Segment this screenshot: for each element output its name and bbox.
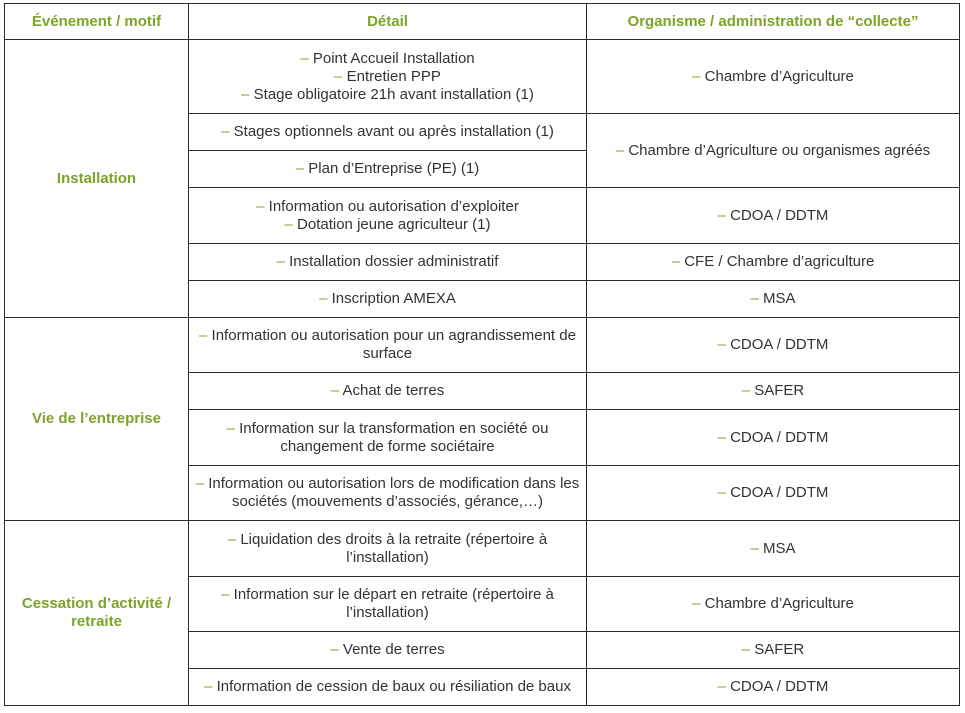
detail-cell: – Information sur le départ en retraite (répertoire à l’installation) xyxy=(189,577,587,632)
detail-line: – Stage obligatoire 21h avant installation (1) xyxy=(241,85,534,103)
dash-bullet: – xyxy=(750,290,759,307)
dash-bullet: – xyxy=(330,641,339,658)
dash-bullet: – xyxy=(717,206,726,224)
dash-bullet: – xyxy=(741,641,751,658)
dash-bullet: – xyxy=(671,253,681,270)
dash-bullet: – xyxy=(295,160,305,177)
dash-bullet: – xyxy=(692,67,701,85)
organisme-cell: – CDOA / DDTM xyxy=(587,466,960,521)
dash-bullet: – xyxy=(319,290,328,307)
organisme-cell: – Chambre d’Agriculture xyxy=(587,577,960,632)
detail-cell xyxy=(189,40,587,114)
detail-line: – Information ou autorisation d’exploiter xyxy=(256,197,519,215)
header-organisme: Organisme / administration de “collecte” xyxy=(587,4,960,40)
table-row xyxy=(5,40,960,114)
detail-cell: – Plan d’Entreprise (PE) (1) xyxy=(189,151,587,188)
dash-bullet: – xyxy=(284,215,293,233)
detail-cell: – Information sur la transformation en société ou changement de forme sociétaire xyxy=(189,410,587,466)
detail-cell: – Information ou autorisation pour un agrandissement de surface xyxy=(189,318,587,373)
detail-cell: – Liquidation des droits à la retraite (répertoire à l’installation) xyxy=(189,521,587,577)
dash-bullet: – xyxy=(741,382,751,399)
dash-bullet: – xyxy=(692,595,701,612)
detail-line: – Point Accueil Installation xyxy=(300,49,475,67)
organisme-cell: – CDOA / DDTM xyxy=(587,410,960,466)
dash-bullet: – xyxy=(226,419,235,437)
dash-bullet: – xyxy=(276,253,285,270)
header-row xyxy=(5,4,960,40)
dash-bullet: – xyxy=(750,539,759,557)
organisme-cell: – MSA xyxy=(587,281,960,318)
dash-bullet: – xyxy=(204,678,213,695)
dash-bullet: – xyxy=(221,123,230,140)
table-row xyxy=(5,521,960,577)
dash-bullet: – xyxy=(615,141,625,159)
organisme-cell: – MSA xyxy=(587,521,960,577)
organisme-cell: – SAFER xyxy=(587,373,960,410)
organisme-cell: – CFE / Chambre d’agriculture xyxy=(587,244,960,281)
detail-line: – Entretien PPP xyxy=(334,67,441,85)
dash-bullet: – xyxy=(717,428,726,446)
dash-bullet: – xyxy=(300,49,309,67)
dash-bullet: – xyxy=(330,382,340,399)
detail-cell: – Achat de terres xyxy=(189,373,587,410)
dash-bullet: – xyxy=(717,678,726,695)
detail-line: – Dotation jeune agriculteur (1) xyxy=(284,215,491,233)
dash-bullet: – xyxy=(256,197,265,215)
dash-bullet: – xyxy=(227,530,237,548)
dash-bullet: – xyxy=(241,85,250,103)
dash-bullet: – xyxy=(717,336,726,353)
dash-bullet: – xyxy=(221,586,230,603)
organisme-cell: – CDOA / DDTM xyxy=(587,669,960,706)
detail-cell: – Information ou autorisation lors de modification dans les sociétés (mouvements d’associés, gérance,…) xyxy=(189,466,587,521)
detail-cell: – Stages optionnels avant ou après installation (1) xyxy=(189,114,587,151)
detail-cell: – Information de cession de baux ou résiliation de baux xyxy=(189,669,587,706)
organisme-cell: – CDOA / DDTM xyxy=(587,318,960,373)
detail-cell xyxy=(189,188,587,244)
procedures-table xyxy=(4,3,960,706)
header-detail: Détail xyxy=(189,4,587,40)
dash-bullet: – xyxy=(717,484,726,501)
organisme-cell: – Chambre d’Agriculture ou organismes agréés xyxy=(587,114,960,188)
category-cessation-activite: Cessation d’activité / retraite xyxy=(5,521,189,706)
detail-cell: – Installation dossier administratif xyxy=(189,244,587,281)
category-vie-entreprise: Vie de l’entreprise xyxy=(5,318,189,521)
header-event: Événement / motif xyxy=(5,4,189,40)
category-installation: Installation xyxy=(5,40,189,318)
table-row xyxy=(5,318,960,373)
organisme-cell: – Chambre d’Agriculture xyxy=(587,40,960,114)
dash-bullet: – xyxy=(334,67,343,85)
organisme-cell: – SAFER xyxy=(587,632,960,669)
detail-cell: – Vente de terres xyxy=(189,632,587,669)
dash-bullet: – xyxy=(199,327,208,344)
detail-cell: – Inscription AMEXA xyxy=(189,281,587,318)
organisme-cell: – CDOA / DDTM xyxy=(587,188,960,244)
dash-bullet: – xyxy=(195,475,205,492)
